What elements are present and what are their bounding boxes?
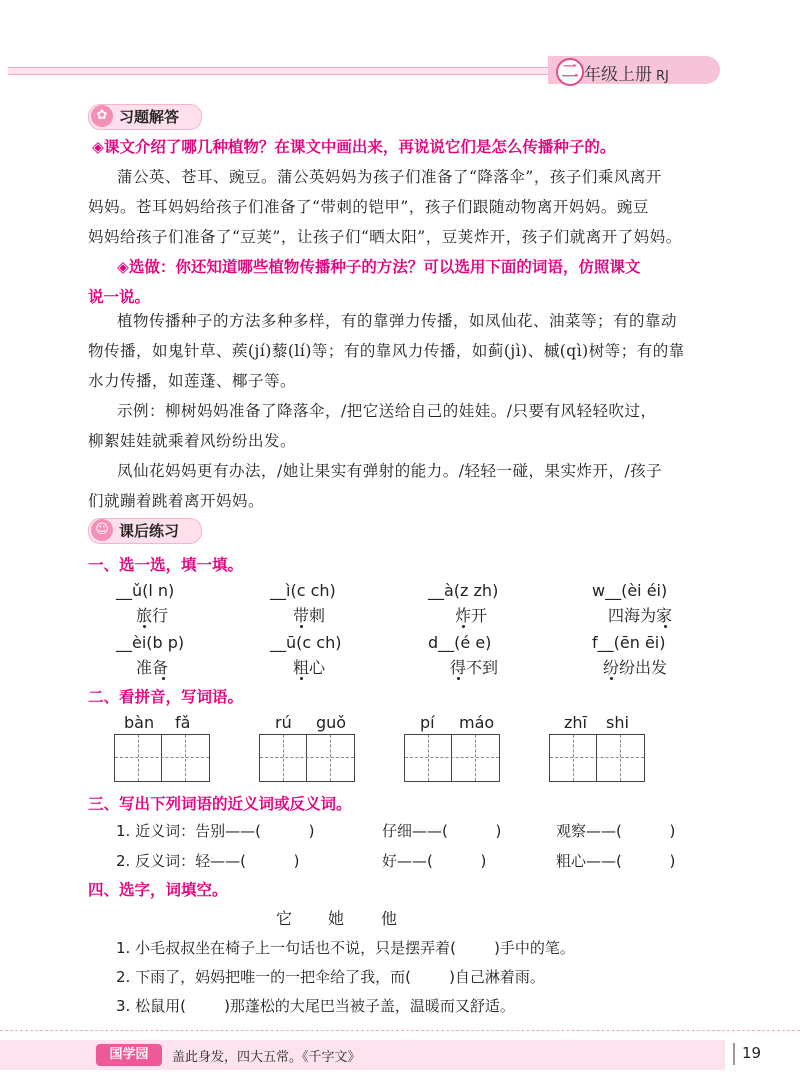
question-1: ◈课文介绍了哪几种植物？在课文中画出来，再说说它们是怎么传播种子的。 [92,138,616,156]
emphasis-dot [300,625,303,628]
answer-2-line-3: 水力传播，如莲蓬、椰子等。 [88,372,297,390]
pinyin-blank: w__(èi éi) [592,581,668,600]
grade-text: 年级上册 [584,65,652,85]
fill-sentence: 2. 下雨了，妈妈把唯一的一把伞给了我，而( )自己淋着雨。 [116,968,545,986]
fengxian-line-1: 凤仙花妈妈更有办法，/她让果实有弹射的能力。/轻轻一碰，果实炸开，/孩子 [117,462,663,480]
pinyin-blank: f__(ēn ēi) [592,633,666,652]
answer-1-line-1: 蒲公英、苍耳、豌豆。蒲公英妈妈为孩子们准备了“降落伞”，孩子们乘风离开 [117,168,662,186]
question-2-line-1: ◈选做：你还知道哪些植物传播种子的方法？可以选用下面的词语，仿照课文 [117,258,641,276]
emphasis-dot [300,677,303,680]
footer-tag: 国学园 [96,1044,162,1066]
smiley-icon: ☺ [91,519,113,541]
antonym-item: 2. 反义词：轻——( ) [116,852,300,870]
word: 旅行 [136,606,169,625]
emphasis-dot [462,625,465,628]
fill-sentence: 3. 松鼠用( )那蓬松的大尾巴当被子盖，温暖而又舒适。 [116,997,515,1015]
option-char: 他 [381,909,398,928]
emphasis-dot [457,677,460,680]
synonym-item: 观察——( ) [556,822,676,840]
answer-2-line-2: 物传播，如鬼针草、蒺(jí)藜(lí)等；有的靠风力传播，如蓟(jì)、槭(qì)树等；有的靠 [88,342,685,360]
pinyin-blank: __ì(c ch) [270,581,336,600]
synonym-item: 1. 近义词：告别——( ) [116,822,315,840]
option-char: 她 [328,909,345,928]
word: 四海为家 [608,606,673,625]
word: 炸开 [455,606,488,625]
emphasis-dot [610,677,613,680]
pinyin-1b: fǎ [175,713,191,732]
page-separator [733,1043,735,1065]
emphasis-dot [162,677,165,680]
word: 带刺 [293,606,326,625]
emphasis-dot [664,625,667,628]
option-char: 它 [276,909,293,928]
section-title-answers: 习题解答 [119,108,180,126]
writing-grid[interactable] [549,734,645,782]
word: 得不到 [450,658,499,677]
emphasis-dot [143,625,146,628]
word: 粗心 [293,658,326,677]
pinyin-4b: shi [606,713,629,732]
part-3-heading: 三、写出下列词语的近义词或反义词。 [88,795,352,813]
answer-1-line-2: 妈妈。苍耳妈妈给孩子们准备了“带刺的铠甲”，孩子们跟随动物离开妈妈。豌豆 [88,198,649,216]
pinyin-blank: d__(é e) [428,633,492,652]
fill-sentence: 1. 小毛叔叔坐在椅子上一句话也不说，只是摆弄着( )手中的笔。 [116,939,575,957]
antonym-item: 好——( ) [382,852,487,870]
part-1-heading: 一、选一选，填一填。 [88,556,244,574]
writing-grid[interactable] [259,734,355,782]
header-rule [8,67,548,75]
part-2-heading: 二、看拼音，写词语。 [88,688,244,706]
pinyin-blank: __à(z zh) [428,581,499,600]
part-4-heading: 四、选字，词填空。 [88,881,228,899]
flower-icon: ✿ [91,105,113,127]
pinyin-2b: guǒ [316,713,347,732]
pinyin-1a: bàn [124,713,155,732]
example-line-1: 示例：柳树妈妈准备了降落伞，/把它送给自己的娃娃。/只要有风轻轻吹过， [117,402,657,420]
word: 纷纷出发 [603,658,668,677]
word: 准备 [136,658,169,677]
pinyin-2a: rú [275,713,292,732]
writing-grid[interactable] [404,734,500,782]
question-2-line-2: 说一说。 [88,288,151,306]
antonym-item: 粗心——( ) [556,852,676,870]
answer-2-line-1: 植物传播种子的方法多种多样，有的靠弹力传播，如凤仙花、油菜等；有的靠动 [117,312,678,330]
pinyin-blank: __èi(b p) [116,633,185,652]
writing-grid[interactable] [114,734,210,782]
header-title [584,60,669,85]
pinyin-4a: zhī [564,713,587,732]
page-number: 19 [742,1044,762,1062]
pinyin-blank: __ū(c ch) [270,633,342,652]
pinyin-3a: pí [420,713,435,732]
example-line-2: 柳絮娃娃就乘着风纷纷出发。 [88,432,297,450]
footer-rule [0,1030,800,1031]
pinyin-3b: máo [459,713,495,732]
answer-1-line-3: 妈妈给孩子们准备了“豆荚”，让孩子们“晒太阳”，豆荚炸开，孩子们就离开了妈妈。 [88,228,682,246]
edition-label: RJ [656,69,669,84]
synonym-item: 仔细——( ) [382,822,502,840]
section-title-practice: 课后练习 [119,522,180,540]
fengxian-line-2: 们就蹦着跳着离开妈妈。 [88,492,265,510]
pinyin-blank: __ǔ(l n) [116,581,175,600]
footer-quote: 盖此身发，四大五常。《千字文》 [172,1050,361,1065]
grade-badge: 二 [556,58,584,86]
